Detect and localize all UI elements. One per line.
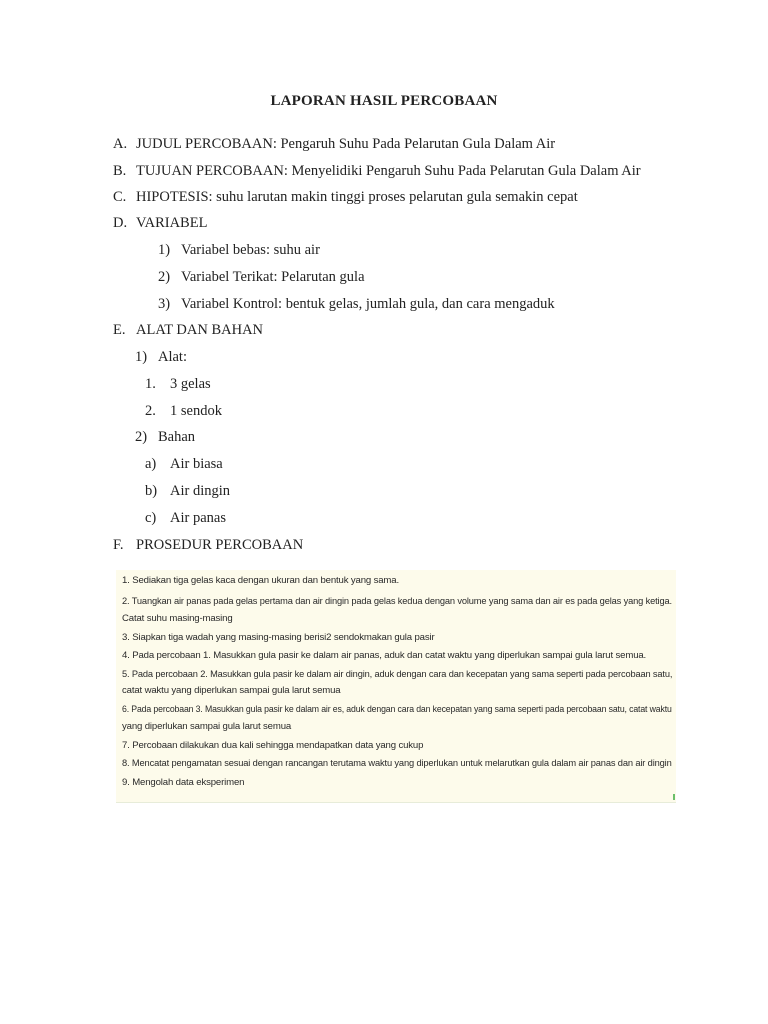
list-marker: 2) (135, 429, 148, 445)
procedure-line: Catat suhu masing-masing (122, 613, 233, 624)
list-text: Air biasa (170, 456, 223, 472)
list-text: 3 gelas (170, 376, 211, 392)
image-edge-mark (673, 794, 675, 800)
page-title: LAPORAN HASIL PERCOBAAN (270, 93, 498, 109)
list-text: Air dingin (170, 483, 231, 499)
list-text: Bahan (158, 429, 196, 445)
list-marker: 3) (158, 296, 171, 312)
list-marker: c) (145, 510, 157, 526)
section-marker: F. (113, 537, 124, 553)
procedure-line: 8. Mencatat pengamatan sesuai dengan rancangan terutama waktu yang diperlukan untuk melarutkan gula dalam air panas dan air dingin (122, 758, 672, 769)
list-marker: 1. (145, 376, 156, 392)
list-marker: 1) (158, 242, 171, 258)
section-marker: E. (113, 322, 126, 338)
list-text: Variabel bebas: suhu air (181, 242, 320, 258)
section-text: ALAT DAN BAHAN (136, 322, 264, 338)
section-text: TUJUAN PERCOBAAN: Menyelidiki Pengaruh Suhu Pada Pelarutan Gula Dalam Air (136, 163, 641, 179)
section-marker: A. (113, 136, 128, 152)
list-text: Variabel Terikat: Pelarutan gula (181, 269, 365, 285)
list-marker: 1) (135, 349, 148, 365)
procedure-image (116, 570, 676, 803)
section-text: PROSEDUR PERCOBAAN (136, 537, 304, 553)
procedure-line: 1. Sediakan tiga gelas kaca dengan ukuran dan bentuk yang sama. (122, 575, 399, 586)
list-marker: a) (145, 456, 157, 472)
list-marker: 2. (145, 403, 156, 419)
list-text: 1 sendok (170, 403, 222, 419)
procedure-line: catat waktu yang diperlukan sampai gula larut semua (122, 685, 341, 696)
list-text: Variabel Kontrol: bentuk gelas, jumlah gula, dan cara mengaduk (181, 296, 555, 312)
section-marker: D. (113, 215, 128, 231)
procedure-line: yang diperlukan sampai gula larut semua (122, 721, 292, 732)
section-marker: C. (113, 189, 127, 205)
list-marker: 2) (158, 269, 171, 285)
section-text: VARIABEL (136, 215, 208, 231)
procedure-line: 7. Percobaan dilakukan dua kali sehingga mendapatkan data yang cukup (122, 740, 424, 751)
procedure-line: 3. Siapkan tiga wadah yang masing-masing berisi2 sendokmakan gula pasir (122, 632, 435, 643)
procedure-line: 6. Pada percobaan 3. Masukkan gula pasir ke dalam air es, aduk dengan cara dan kecepatan yang sama seperti pada percobaan satu, catat waktu (122, 704, 672, 715)
procedure-line: 5. Pada percobaan 2. Masukkan gula pasir ke dalam air dingin, aduk dengan cara dan kecepatan yang sama seperti pada percobaan satu, (122, 669, 673, 680)
list-marker: b) (145, 483, 158, 499)
procedure-line: 4. Pada percobaan 1. Masukkan gula pasir ke dalam air panas, aduk dan catat waktu yang diperlukan sampai gula larut semua. (122, 650, 647, 661)
section-text: JUDUL PERCOBAAN: Pengaruh Suhu Pada Pelarutan Gula Dalam Air (136, 136, 556, 152)
section-text: HIPOTESIS: suhu larutan makin tinggi proses pelarutan gula semakin cepat (136, 189, 578, 205)
procedure-line: 2. Tuangkan air panas pada gelas pertama dan air dingin pada gelas kedua dengan volume yang sama dan air es pada gelas yang ketiga. (122, 596, 672, 607)
section-marker: B. (113, 163, 127, 179)
list-text: Air panas (170, 510, 226, 526)
procedure-line: 9. Mengolah data eksperimen (122, 777, 245, 788)
list-text: Alat: (158, 349, 187, 365)
